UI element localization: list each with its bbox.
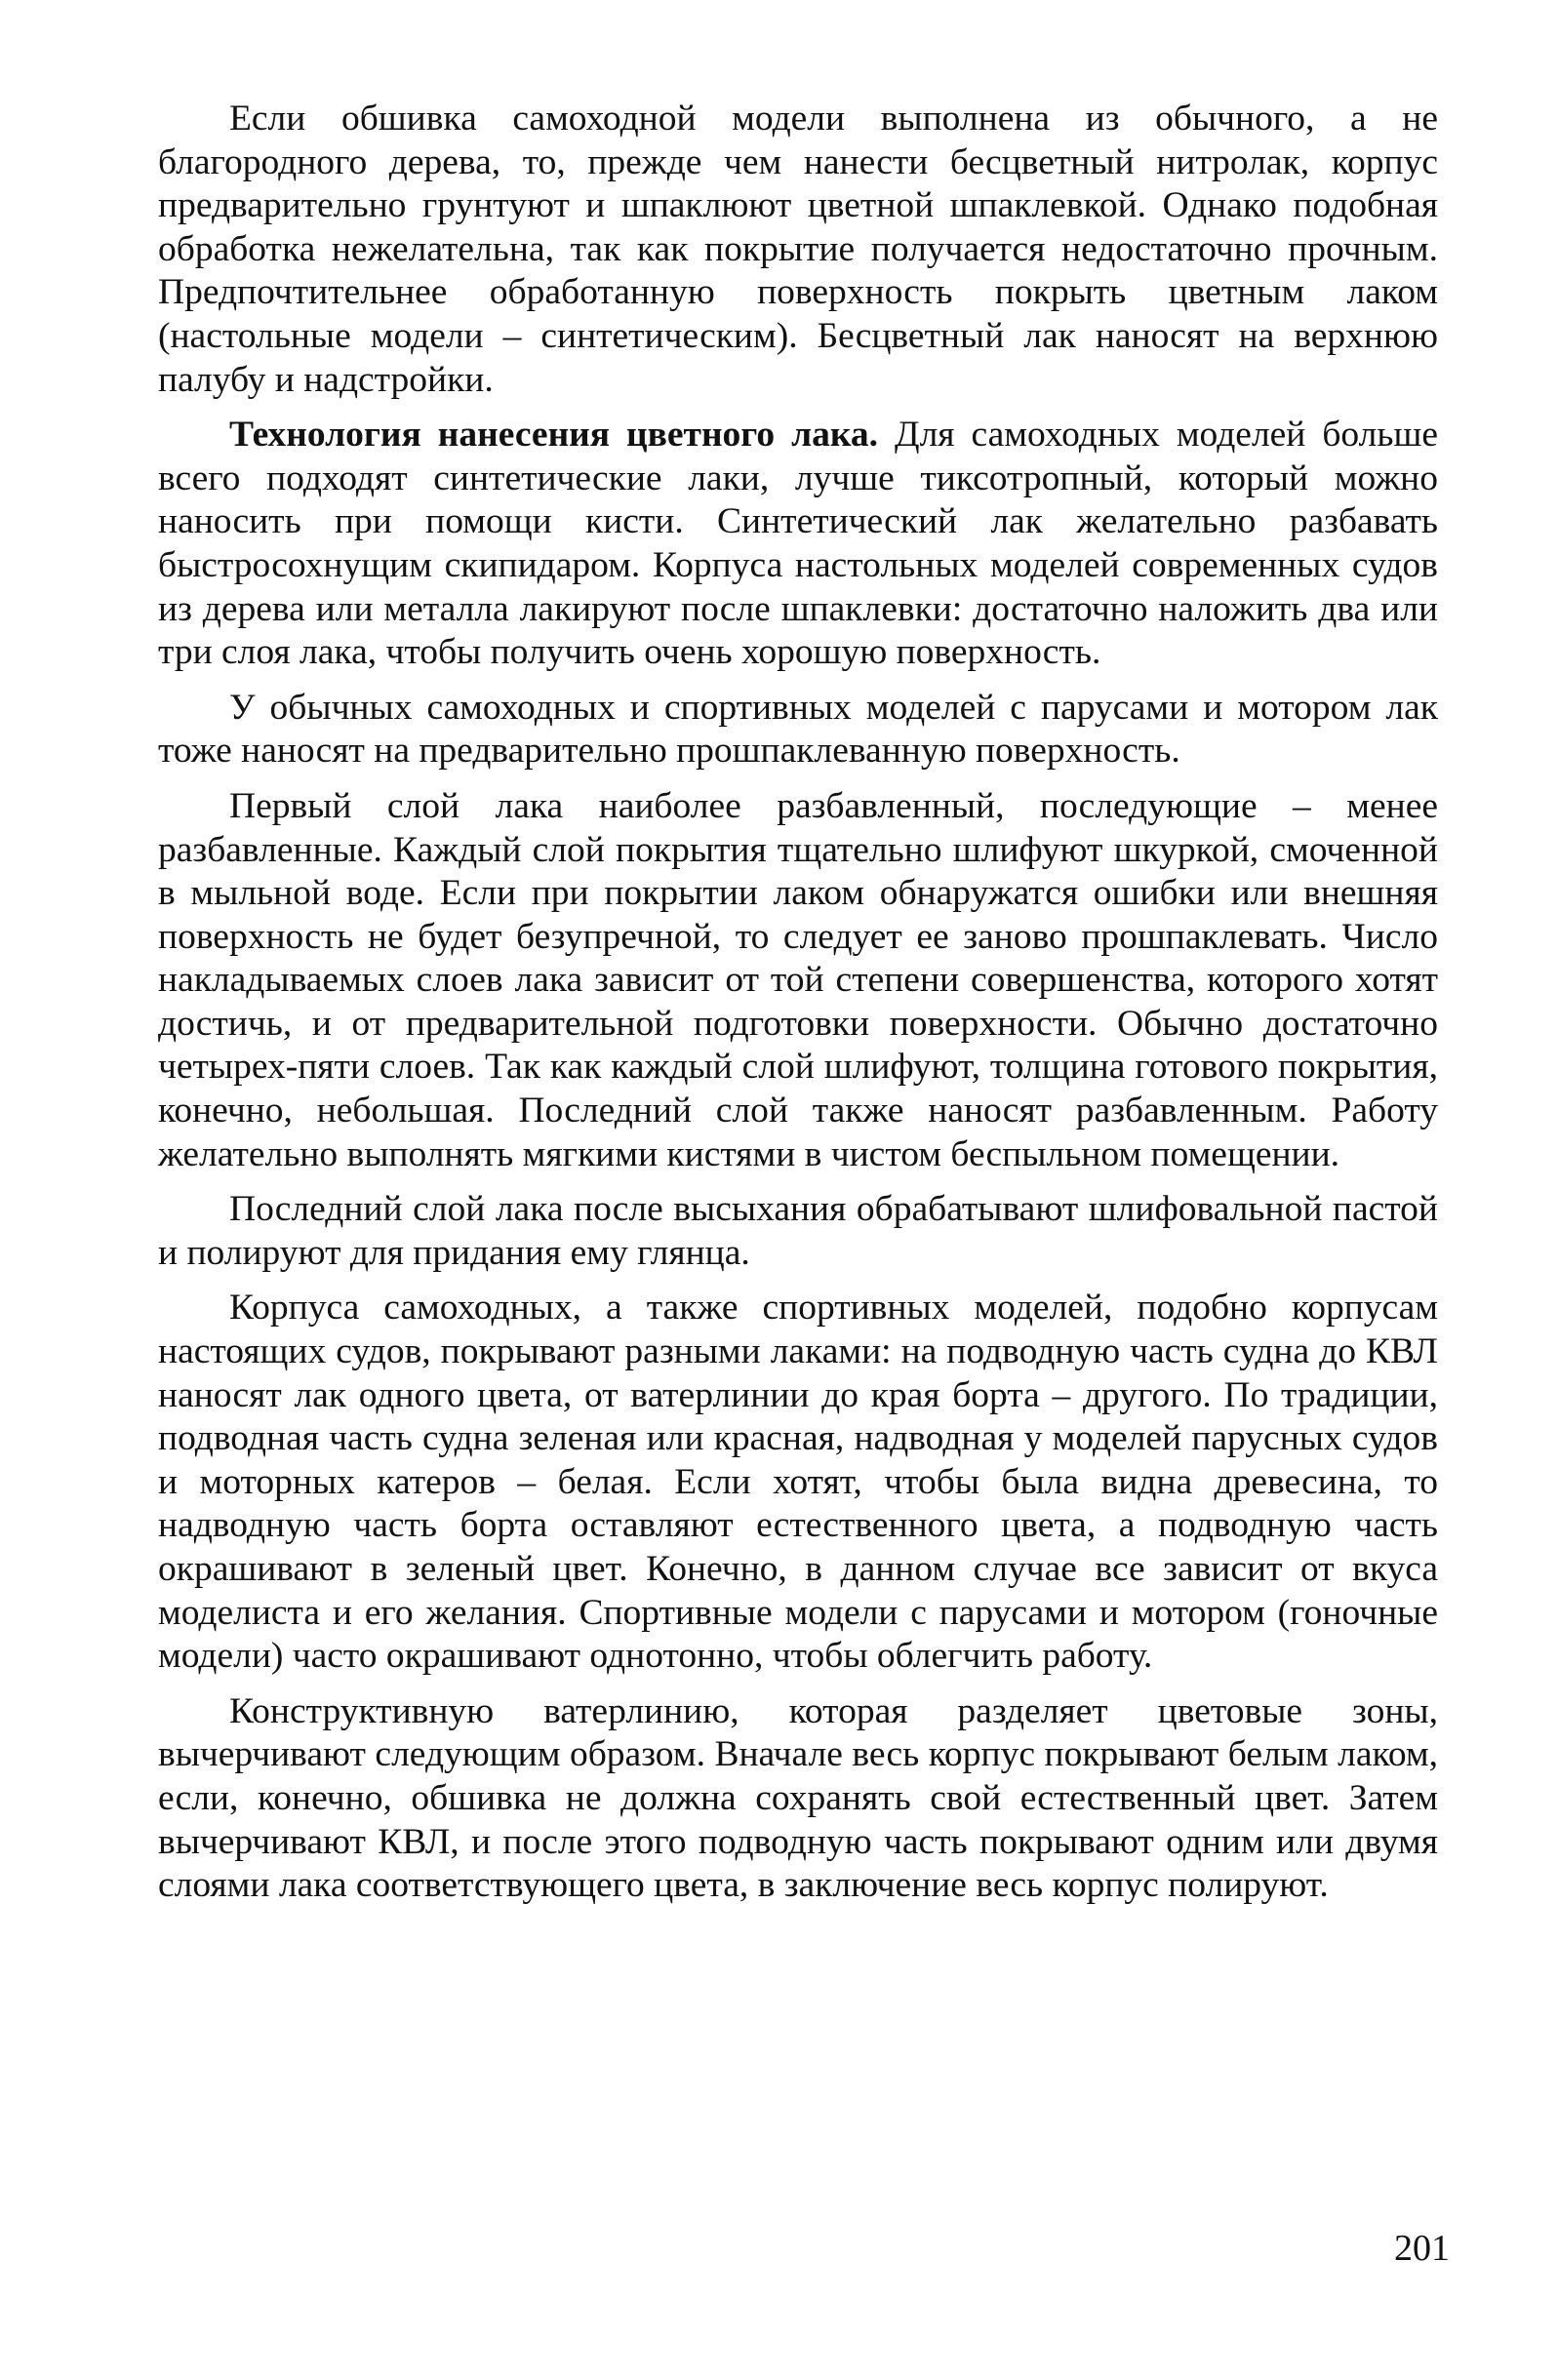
paragraph-1-text: Если обшивка самоходной модели выполнена из обычного, а не благородного дерева, то, прежде чем нанести бесцветный нитролак, корпус предварительно грунтуют и шпаклюют цветной шпаклевкой. Однако подобная обработка нежелательна, так как покрытие получается недостаточно прочным. Предпочтительнее обработанную поверхность покрыть цветным лаком (настольные модели – синтетическим). Бесцветный лак наносят на верхнюю палубу и надстройки. [158,99,1438,400]
paragraph-6 [158,1287,1438,1678]
paragraph-6-text: Корпуса самоходных, а также спортивных моделей, подобно корпусам настоящих судов, покрывают разными лаками: на подводную часть судна до КВЛ наносят лак одного цвета, от ватерлинии до края борта – другого. По традиции, подводная часть судна зеленая или красная, надводная у моделей парусных судов и моторных катеров – белая. Если хотят, чтобы была видна древесина, то надводную часть борта оставляют естественного цвета, а подводную часть окрашивают в зеленый цвет. Конечно, в данном случае все зависит от вкуса моделиста и его желания. Спортивные модели с парусами и мотором (гоночные модели) часто окрашивают однотонно, чтобы облегчить работу. [158,1288,1438,1677]
paragraph-5 [158,1188,1438,1275]
paragraph-7 [158,1690,1438,1908]
paragraph-3-text: У обычных самоходных и спортивных моделей с парусами и мотором лак тоже наносят на предварительно прошпаклеванную поверхность. [158,687,1438,772]
paragraph-7-text: Конструктивную ватерлинию, которая разделяет цветовые зоны, вычерчивают следующим образом. Вначале весь корпус покрывают белым лаком, если, конечно, обшивка не должна сохранять свой естественный цвет. Затем вычерчивают КВЛ, и после этого подводную часть покрывают одним или двумя слоями лака соответствующего цвета, в заключение весь корпус полируют. [158,1690,1438,1906]
paragraph-3 [158,687,1438,774]
body-text [158,98,1438,1920]
page-number: 201 [1394,2228,1450,2269]
paragraph-2-text: Для самоходных моделей больше всего подходят синтетические лаки, лучше тиксотропный, который можно наносить при помощи кисти. Синтетический лак желательно разбавать быстросохнущим скипидаром. Корпуса настольных моделей современных судов из дерева или металла лакируют после шпаклевки: достаточно наложить два или три слоя лака, чтобы получить очень хорошую поверхность. [158,415,1438,673]
section-heading: Технология нанесения цветного лака. [229,415,879,456]
paragraph-4 [158,785,1438,1176]
paragraph-4-text: Первый слой лака наиболее разбавленный, последующие – менее разбавленные. Каждый слой покрытия тщательно шлифуют шкуркой, смоченной в мыльной воде. Если при покрытии лаком обнаружатся ошибки или внешняя поверхность не будет безупречной, то следует ее заново прошпаклевать. Число накладываемых слоев лака зависит от той степени совершенства, которого хотят достичь, и от предварительной подготовки поверхности. Обычно достаточно четырех-пяти слоев. Так как каждый слой шлифуют, толщина готового покрытия, конечно, небольшая. Последний слой также наносят разбавленным. Работу желательно выполнять мягкими кистями в чистом беспыльном помещении. [158,785,1438,1174]
paragraph-2 [158,414,1438,675]
paragraph-1 [158,98,1438,402]
paragraph-5-text: Последний слой лака после высыхания обрабатывают шлифовальной пастой и полируют для придания ему глянца. [158,1189,1438,1273]
